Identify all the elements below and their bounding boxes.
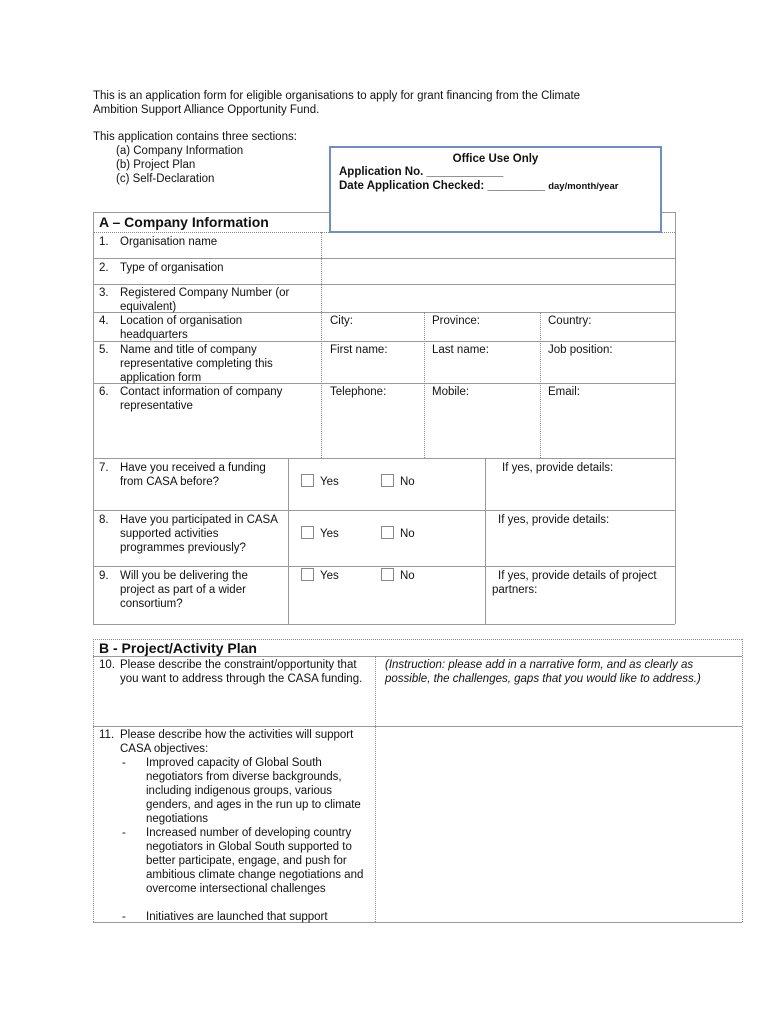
q9-details-field[interactable]: If yes, provide details of project partners:	[492, 570, 689, 596]
q11-answer-field[interactable]	[377, 727, 741, 921]
q7-label: Have you received a funding from CASA before?	[120, 462, 266, 488]
office-use-title: Office Use Only	[452, 153, 539, 165]
city-field[interactable]: City:	[330, 315, 353, 327]
q7-details-field[interactable]: If yes, provide details:	[502, 462, 614, 474]
bullet-dash-1: -	[122, 757, 126, 769]
q11-label: Please describe how the activities will support CASA objectives:	[120, 729, 354, 755]
section-a-title: A – Company Information	[99, 214, 269, 230]
q8-label: Have you participated in CASA supported activities programmes previously?	[120, 514, 278, 554]
q7-yes-checkbox[interactable]	[301, 474, 314, 487]
q7-yes-label: Yes	[320, 476, 339, 488]
q10-instruction-field[interactable]: (Instruction: please add in a narrative form, and as clearly as possible, the challenges, gaps that you would like to address.)	[385, 659, 701, 685]
q9-no-checkbox[interactable]	[381, 568, 394, 581]
organisation-name-label: Organisation name	[120, 236, 218, 248]
section-b-title: B - Project/Activity Plan	[99, 640, 257, 656]
company-number-label: Registered Company Number (or equivalent)	[120, 287, 290, 313]
organisation-name-field[interactable]	[323, 233, 674, 257]
intro-line-1: This is an application form for eligible organisations to apply for grant financing from the Climate	[93, 90, 581, 102]
q8-number: 8.	[99, 514, 109, 526]
telephone-field[interactable]: Telephone:	[330, 386, 387, 398]
q8-yes-checkbox[interactable]	[301, 526, 314, 539]
section-item-a: (a) Company Information	[116, 145, 244, 157]
location-label: Location of organisation headquarters	[120, 315, 243, 341]
country-field[interactable]: Country:	[548, 315, 592, 327]
row-3-number: 3.	[99, 287, 109, 299]
last-name-field[interactable]: Last name:	[432, 344, 489, 356]
q10-label: Please describe the constraint/opportunity that you want to address through the CASA funding.	[120, 659, 363, 685]
q9-yes-label: Yes	[320, 570, 339, 582]
section-item-b: (b) Project Plan	[116, 159, 196, 171]
row-1-number: 1.	[99, 236, 109, 248]
bullet-dash-3: -	[122, 911, 126, 923]
q8-no-checkbox[interactable]	[381, 526, 394, 539]
q11-bullet-3: Initiatives are launched that support	[146, 911, 328, 923]
application-number-field[interactable]: Application No. ____________	[339, 166, 504, 178]
row-2-number: 2.	[99, 262, 109, 274]
q11-bullet-1: Improved capacity of Global South negotiators from diverse backgrounds, including indigenous groups, various genders, and ages in the run up to climate negotiations	[146, 757, 361, 825]
q9-yes-checkbox[interactable]	[301, 568, 314, 581]
q9-label: Will you be delivering the project as part of a wider consortium?	[120, 570, 248, 610]
q10-number: 10.	[99, 659, 115, 671]
date-unit: day/month/year	[548, 181, 619, 192]
job-position-field[interactable]: Job position:	[548, 344, 613, 356]
mobile-field[interactable]: Mobile:	[432, 386, 470, 398]
province-field[interactable]: Province:	[432, 315, 480, 327]
section-item-c: (c) Self-Declaration	[116, 173, 215, 185]
representative-name-label: Name and title of company representative completing this application form	[120, 344, 273, 384]
q7-no-checkbox[interactable]	[381, 474, 394, 487]
date-checked-field[interactable]	[331, 179, 660, 194]
q11-bullet-2: Increased number of developing country negotiators in Global South supported to better participate, engage, and push for ambitious climate change negotiations and overcome intersectional challenges	[146, 827, 364, 895]
q7-no-label: No	[400, 476, 415, 488]
intro-text	[93, 89, 663, 117]
first-name-field[interactable]: First name:	[330, 344, 388, 356]
office-use-box	[329, 146, 662, 233]
contact-info-label: Contact information of company representative	[120, 386, 283, 412]
q9-no-label: No	[400, 570, 415, 582]
q9-number: 9.	[99, 570, 109, 582]
row-6-number: 6.	[99, 386, 109, 398]
company-number-field[interactable]	[323, 285, 674, 311]
q8-yes-label: Yes	[320, 528, 339, 540]
sections-intro: This application contains three sections:	[93, 131, 297, 143]
email-field[interactable]: Email:	[548, 386, 580, 398]
q11-number: 11.	[99, 729, 115, 741]
q7-number: 7.	[99, 462, 109, 474]
row-5-number: 5.	[99, 344, 109, 356]
q8-details-field[interactable]: If yes, provide details:	[498, 514, 610, 526]
date-checked-label: Date Application Checked: _________	[339, 180, 549, 192]
sections-list	[93, 130, 297, 186]
intro-line-2: Ambition Support Alliance Opportunity Fund.	[93, 104, 320, 116]
row-4-number: 4.	[99, 315, 109, 327]
bullet-dash-2: -	[122, 827, 126, 839]
organisation-type-label: Type of organisation	[120, 262, 224, 274]
q8-no-label: No	[400, 528, 415, 540]
organisation-type-field[interactable]	[323, 259, 674, 283]
